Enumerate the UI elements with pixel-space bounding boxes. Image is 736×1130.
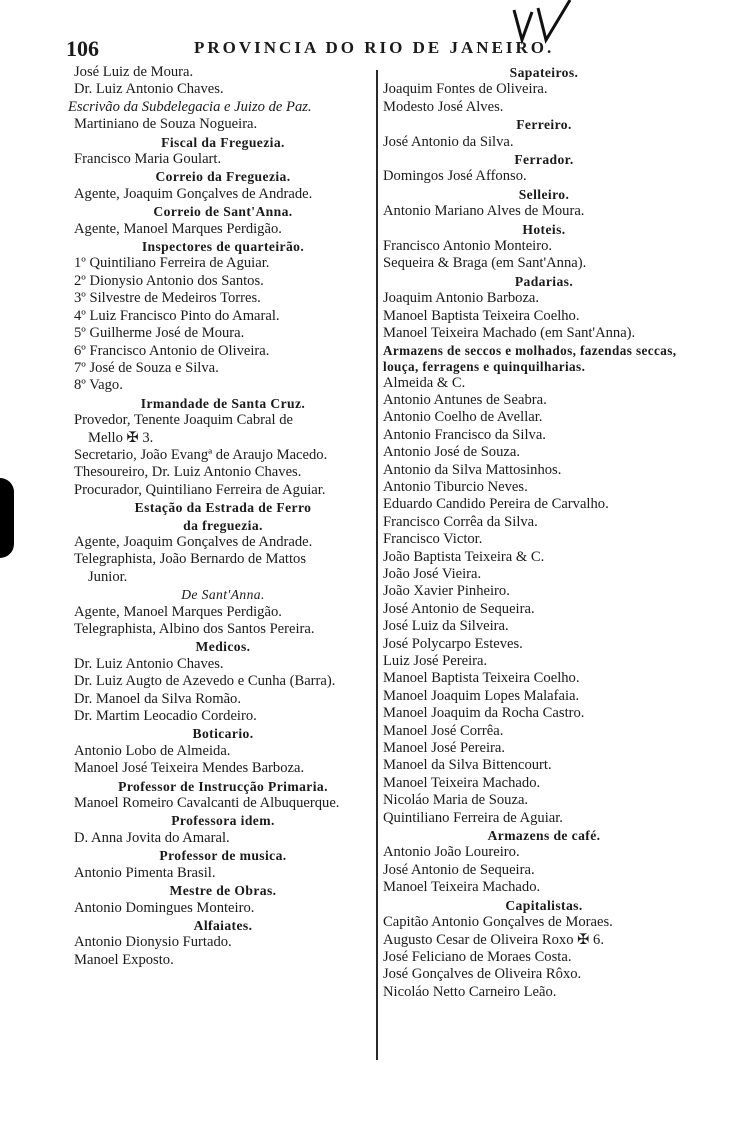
directory-entry: Manoel Baptista Teixeira Coelho. xyxy=(383,670,580,687)
directory-entry: Quintiliano Ferreira de Aguiar. xyxy=(383,809,563,826)
directory-entry: Antonio Domingues Monteiro. xyxy=(74,899,255,916)
directory-entry: Thesoureiro, Dr. Luiz Antonio Chaves. xyxy=(74,464,302,481)
directory-entry: Antonio José de Souza. xyxy=(383,444,521,461)
directory-entry: João José Vieira. xyxy=(383,565,482,582)
directory-entry: Nicoláo Netto Carneiro Leão. xyxy=(383,983,557,1000)
section-heading: Professora idem. xyxy=(171,813,275,829)
subsection-heading: De Sant'Anna. xyxy=(181,587,265,603)
directory-entry: José Luiz da Silveira. xyxy=(383,618,509,635)
directory-entry: 8º Vago. xyxy=(74,377,123,394)
directory-entry: Manoel Teixeira Machado (em Sant'Anna). xyxy=(383,325,636,342)
directory-entry: Secretario, João Evangª de Araujo Macedo. xyxy=(74,446,328,463)
directory-entry: 7º José de Souza e Silva. xyxy=(74,359,219,376)
directory-entry: Manoel Exposto. xyxy=(74,951,174,968)
directory-entry: Dr. Manoel da Silva Romão. xyxy=(74,690,241,707)
directory-entry: José Antonio de Sequeira. xyxy=(383,861,535,878)
directory-entry: Antonio João Loureiro. xyxy=(383,844,520,861)
directory-entry: 5º Guilherme José de Moura. xyxy=(74,325,245,342)
directory-entry: Procurador, Quintiliano Ferreira de Aguiar. xyxy=(74,481,326,498)
directory-entry: Manoel da Silva Bittencourt. xyxy=(383,757,552,774)
section-heading: Inspectores de quarteirão. xyxy=(141,239,305,255)
directory-entry: Joaquim Antonio Barboza. xyxy=(383,290,540,307)
directory-entry: Dr. Luiz Augto de Azevedo e Cunha (Barra). xyxy=(74,673,336,690)
directory-entry: Dr. Luiz Antonio Chaves. xyxy=(74,655,224,672)
directory-entry: 2º Dionysio Antonio dos Santos. xyxy=(74,272,264,289)
section-heading: Professor de musica. xyxy=(159,848,287,864)
section-heading: Boticario. xyxy=(192,726,254,742)
directory-entry: José Luiz de Moura. xyxy=(74,64,194,80)
directory-entry: Dr. Martim Leocadio Cordeiro. xyxy=(74,708,257,725)
directory-entry: Sequeira & Braga (em Sant'Anna). xyxy=(383,255,587,272)
directory-entry: Martiniano de Souza Nogueira. xyxy=(74,116,258,133)
directory-entry: Manoel Baptista Teixeira Coelho. xyxy=(383,307,580,324)
section-heading: Correio de Sant'Anna. xyxy=(153,204,293,220)
directory-entry: João Baptista Teixeira & C. xyxy=(383,548,545,565)
page-number: 106 xyxy=(66,36,99,61)
directory-entry: Manoel Teixeira Machado. xyxy=(383,879,541,896)
directory-entry: Antonio Pimenta Brasil. xyxy=(74,864,216,881)
section-heading: Padarias. xyxy=(514,273,574,289)
directory-entry: 3º Silvestre de Medeiros Torres. xyxy=(74,290,261,307)
directory-entry: Antonio Tiburcio Neves. xyxy=(383,478,528,495)
section-heading: Estação da Estrada de Ferro xyxy=(134,500,312,516)
handwritten-check-mark xyxy=(508,0,578,46)
directory-entry: José Polycarpo Esteves. xyxy=(383,635,523,652)
running-title: PROVINCIA DO RIO DE JANEIRO. xyxy=(194,38,555,57)
directory-entry: Antonio Francisco da Silva. xyxy=(383,426,546,443)
directory-entry: Joaquim Fontes de Oliveira. xyxy=(383,81,548,98)
directory-entry: Nicoláo Maria de Souza. xyxy=(383,792,529,809)
directory-entry: Provedor, Tenente Joaquim Cabral de xyxy=(74,412,293,429)
directory-entry: Agente, Joaquim Gonçalves de Andrade. xyxy=(74,185,313,202)
directory-entry: Manoel Romeiro Cavalcanti de Albuquerque. xyxy=(74,795,340,812)
section-heading: Ferreiro. xyxy=(516,117,572,133)
section-heading: Sapateiros. xyxy=(509,65,579,80)
directory-entry: 6º Francisco Antonio de Oliveira. xyxy=(74,342,270,359)
left-column xyxy=(68,64,378,969)
directory-entry: Manoel Joaquim da Rocha Castro. xyxy=(383,705,585,722)
section-heading: Armazens de seccos e molhados, fazendas seccas, louça, ferragens e quinquilharias. xyxy=(383,342,677,374)
directory-entry: Francisco Antonio Monteiro. xyxy=(383,238,553,255)
directory-entry: Antonio Coelho de Avellar. xyxy=(383,409,543,426)
directory-entry: Antonio Dionysio Furtado. xyxy=(74,934,232,951)
directory-entry: Agente, Manoel Marques Perdigão. xyxy=(74,220,282,237)
italic-entry: Escrivão da Subdelegacia e Juizo de Paz. xyxy=(68,98,312,115)
directory-entry: Agente, Joaquim Gonçalves de Andrade. xyxy=(74,533,313,550)
section-heading: Mestre de Obras. xyxy=(169,883,277,899)
directory-entry: José Gonçalves de Oliveira Rôxo. xyxy=(383,966,582,983)
directory-entry: Domingos José Affonso. xyxy=(383,168,527,185)
directory-entry: Almeida & C. xyxy=(383,374,466,391)
directory-entry: Manoel José Teixeira Mendes Barboza. xyxy=(74,760,305,777)
directory-entry: Manoel José Corrêa. xyxy=(383,722,504,739)
directory-entry: Modesto José Alves. xyxy=(383,98,504,115)
section-heading: Ferrador. xyxy=(514,152,574,168)
page-header xyxy=(66,36,686,62)
directory-entry: Luiz José Pereira. xyxy=(383,653,488,669)
section-heading: da freguezia. xyxy=(183,517,263,533)
directory-entry: Manoel José Pereira. xyxy=(383,740,505,757)
section-heading: Irmandade de Santa Cruz. xyxy=(140,395,306,411)
directory-entry: Dr. Luiz Antonio Chaves. xyxy=(74,81,224,98)
section-heading: Armazens de café. xyxy=(487,828,601,844)
section-heading: Fiscal da Freguezia. xyxy=(161,134,285,150)
directory-entry: Antonio Lobo de Almeida. xyxy=(74,742,231,759)
entry-continuation: Mello ✠ 3. xyxy=(88,429,154,446)
directory-entry: Eduardo Candido Pereira de Carvalho. xyxy=(383,496,609,513)
directory-entry: Agente, Manoel Marques Perdigão. xyxy=(74,603,282,620)
section-heading: Medicos. xyxy=(195,639,251,655)
directory-entry: Manoel Teixeira Machado. xyxy=(383,774,541,791)
right-column xyxy=(383,64,705,1001)
directory-entry: Antonio Mariano Alves de Moura. xyxy=(383,203,585,220)
directory-entry: 4º Luiz Francisco Pinto do Amaral. xyxy=(74,307,280,324)
directory-entry: José Feliciano de Moraes Costa. xyxy=(383,948,572,965)
directory-entry: José Antonio de Sequeira. xyxy=(383,600,535,617)
directory-entry: Francisco Victor. xyxy=(383,531,483,548)
directory-entry: Antonio Antunes de Seabra. xyxy=(383,391,547,408)
section-heading: Capitalistas. xyxy=(505,897,583,913)
directory-entry: Capitão Antonio Gonçalves de Moraes. xyxy=(383,914,613,931)
ink-blot xyxy=(0,478,14,558)
directory-entry: Francisco Maria Goulart. xyxy=(74,151,222,168)
section-heading: Alfaiates. xyxy=(193,917,253,933)
directory-entry: João Xavier Pinheiro. xyxy=(383,583,510,600)
directory-entry: Telegraphista, Albino dos Santos Pereira. xyxy=(74,621,315,637)
directory-entry: Antonio da Silva Mattosinhos. xyxy=(383,461,562,478)
section-heading: Selleiro. xyxy=(518,186,570,202)
directory-entry: Francisco Corrêa da Silva. xyxy=(383,513,538,530)
directory-entry: José Antonio da Silva. xyxy=(383,133,514,150)
directory-entry: 1º Quintiliano Ferreira de Aguiar. xyxy=(74,255,270,272)
directory-entry: Manoel Joaquim Lopes Malafaia. xyxy=(383,687,580,704)
directory-entry: Telegraphista, João Bernardo de Mattos xyxy=(74,551,307,568)
section-heading: Hoteis. xyxy=(522,221,566,237)
section-heading: Correio da Freguezia. xyxy=(155,169,291,185)
directory-entry: Augusto Cesar de Oliveira Roxo ✠ 6. xyxy=(383,931,604,948)
entry-continuation: Junior. xyxy=(88,568,128,585)
section-heading: Professor de Instrucção Primaria. xyxy=(118,778,328,794)
directory-entry: D. Anna Jovita do Amaral. xyxy=(74,829,230,846)
